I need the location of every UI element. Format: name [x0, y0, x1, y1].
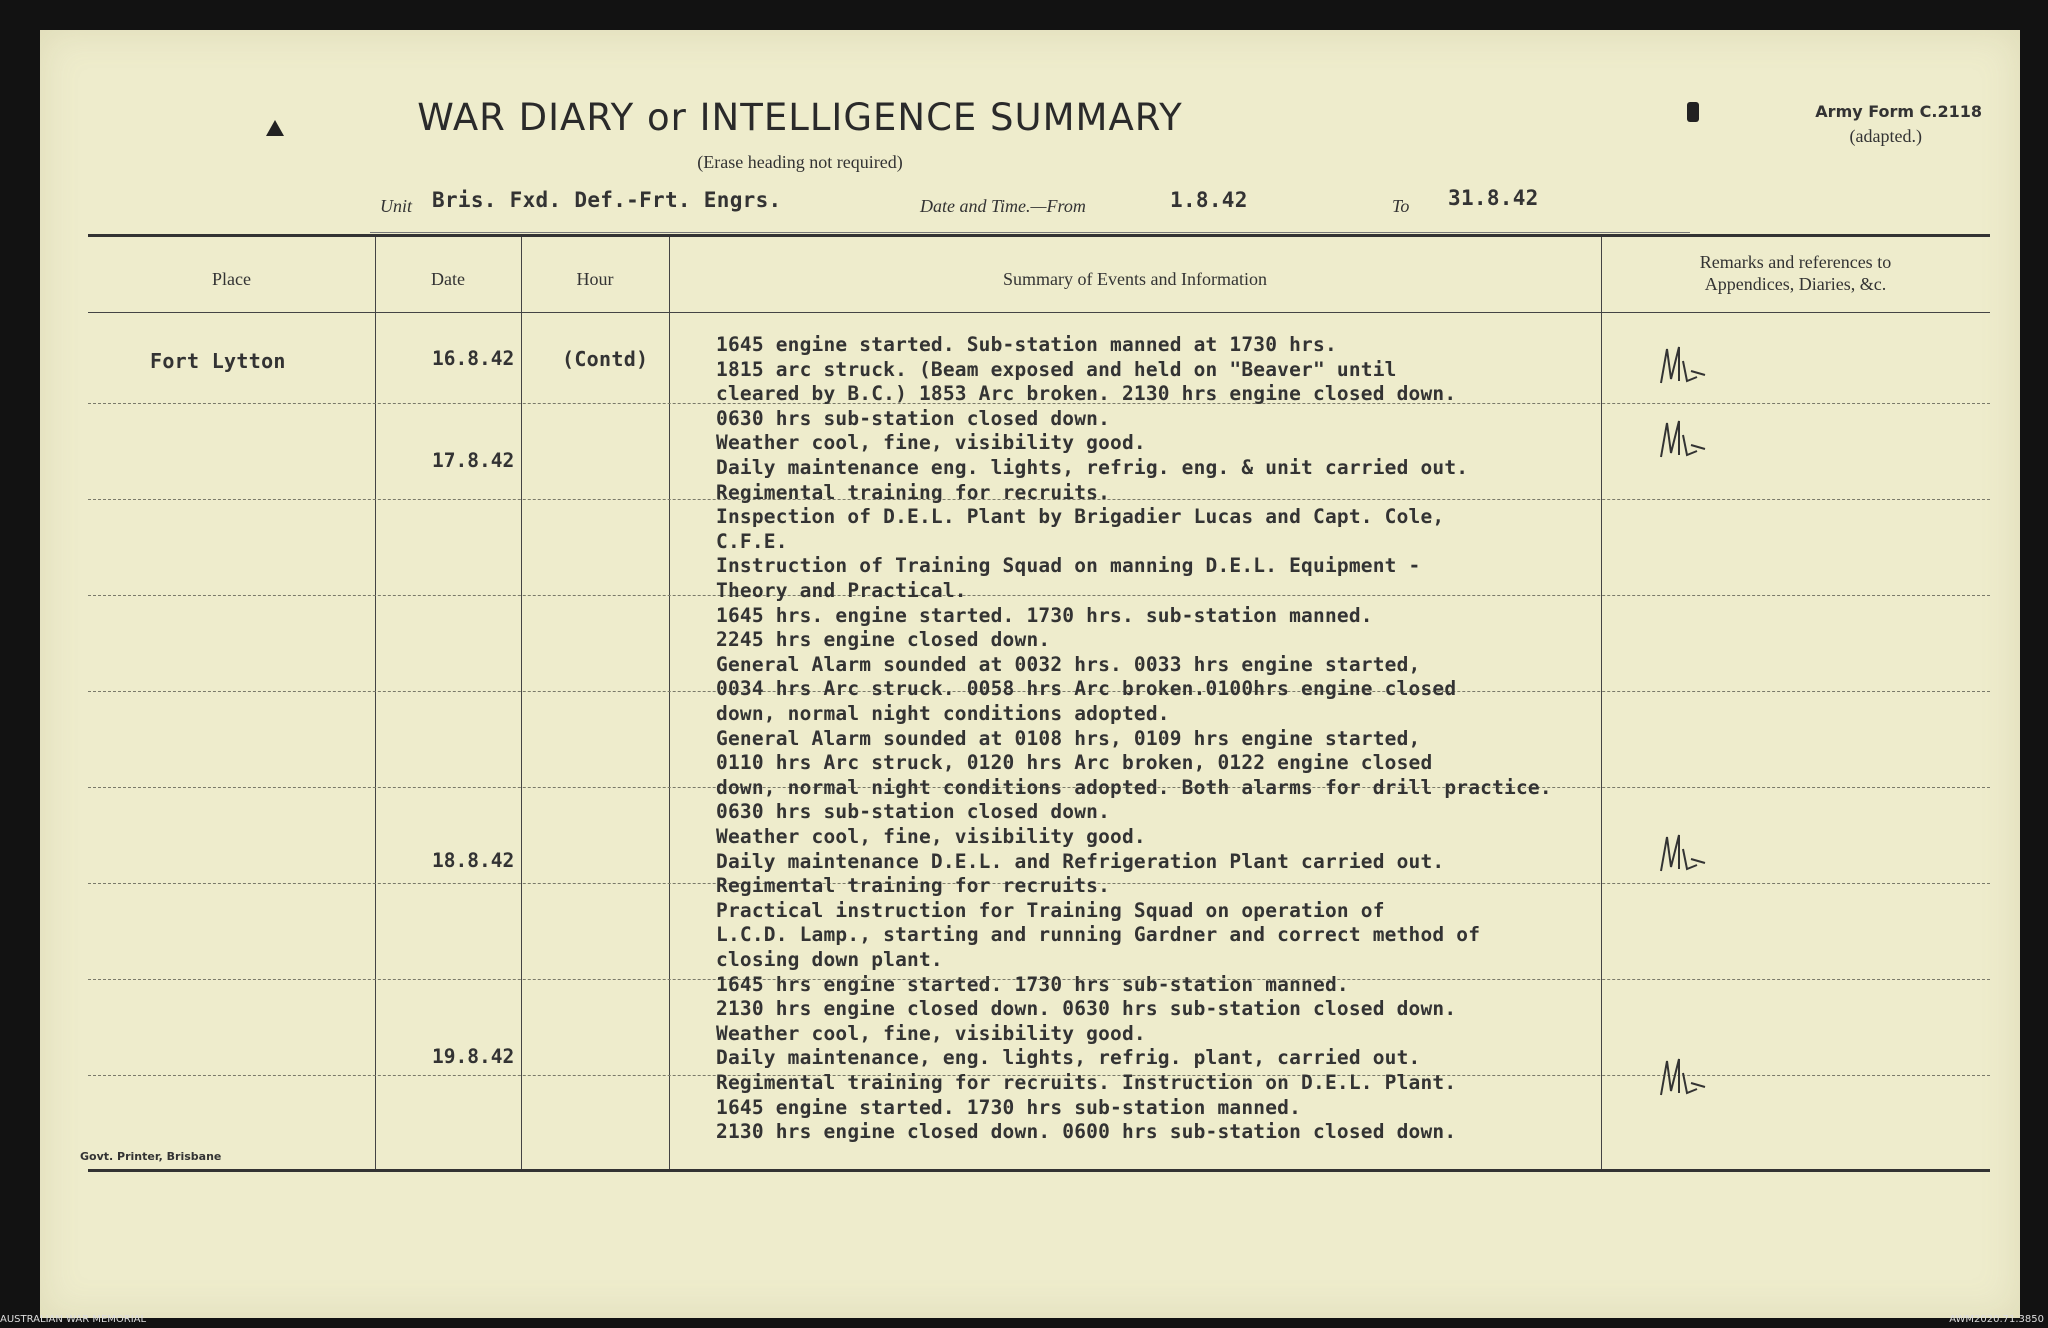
column-divider: [669, 237, 670, 1169]
date-cell: 17.8.42: [432, 449, 515, 472]
summary-line: Weather cool, fine, visibility good.: [716, 431, 1146, 455]
summary-line: Inspection of D.E.L. Plant by Brigadier Lucas and Capt. Cole,: [716, 505, 1445, 529]
archive-credit: AUSTRALIAN WAR MEMORIAL: [0, 1314, 147, 1325]
document-sheet: [40, 30, 2020, 1318]
column-header-place: Place: [212, 269, 251, 289]
signature-initials: [1653, 1053, 1713, 1103]
date-cell: 16.8.42: [432, 347, 515, 370]
date-from-value: 1.8.42: [1170, 188, 1248, 212]
date-cell: 19.8.42: [432, 1045, 515, 1068]
summary-line: 2130 hrs engine closed down. 0600 hrs sub-station closed down.: [716, 1120, 1457, 1144]
unit-value: Bris. Fxd. Def.-Frt. Engrs.: [432, 188, 782, 212]
place-cell: Fort Lytton: [150, 349, 286, 373]
column-header-remarks: [1601, 251, 1990, 295]
summary-line: 1645 engine started. Sub-station manned at 1730 hrs.: [716, 333, 1337, 356]
summary-line: 1645 hrs engine started. 1730 hrs sub-station manned.: [716, 972, 1349, 996]
summary-line: 0110 hrs Arc struck, 0120 hrs Arc broken, 0122 engine closed: [716, 751, 1433, 775]
diary-table: [88, 234, 1990, 1172]
header-rule: [88, 312, 1990, 313]
column-header-date: Date: [431, 269, 465, 289]
archive-reference: AWM2020.71.3850: [1949, 1314, 2044, 1325]
summary-line: Theory and Practical.: [716, 579, 967, 602]
summary-line: Weather cool, fine, visibility good.: [716, 825, 1146, 848]
header-underline: [370, 232, 1690, 233]
column-header-summary: Summary of Events and Information: [1003, 269, 1267, 289]
summary-line: Daily maintenance, eng. lights, refrig. plant, carried out.: [716, 1046, 1421, 1070]
summary-line: Instruction of Training Squad on manning D.E.L. Equipment -: [716, 554, 1421, 578]
column-header-hour: Hour: [576, 269, 614, 289]
remarks-header-line-1: Remarks and references to: [1699, 252, 1892, 272]
to-label: To: [1392, 196, 1410, 216]
column-divider: [375, 237, 376, 1169]
summary-line: 2130 hrs engine closed down. 0630 hrs sub-station closed down.: [716, 997, 1457, 1021]
summary-line: 0630 hrs sub-station closed down.: [716, 406, 1111, 430]
punch-hole-right: [1687, 102, 1699, 122]
summary-line: General Alarm sounded at 0032 hrs. 0033 hrs engine started,: [716, 652, 1421, 676]
army-form-number: Army Form C.2118: [1815, 102, 1982, 121]
summary-line: C.F.E.: [716, 529, 788, 553]
unit-label: Unit: [380, 196, 413, 216]
punch-hole-left: [266, 120, 284, 136]
hour-cell: (Contd): [562, 347, 649, 371]
form-subtitle: (Erase heading not required): [697, 152, 903, 172]
summary-line: General Alarm sounded at 0108 hrs, 0109 hrs engine started,: [716, 726, 1421, 750]
summary-line: cleared by B.C.) 1853 Arc broken. 2130 hrs engine closed down.: [716, 382, 1457, 406]
army-form-note: (adapted.): [1849, 126, 1922, 146]
summary-line: Regimental training for recruits.: [716, 480, 1111, 504]
form-title: WAR DIARY or INTELLIGENCE SUMMARY: [417, 96, 1183, 139]
summary-line: 1645 hrs. engine started. 1730 hrs. sub-station manned.: [716, 603, 1373, 627]
summary-line: Regimental training for recruits. Instruction on D.E.L. Plant.: [716, 1071, 1457, 1094]
summary-line: Weather cool, fine, visibility good.: [716, 1021, 1146, 1045]
printer-note: Govt. Printer, Brisbane: [80, 1150, 222, 1163]
summary-line: 1815 arc struck. (Beam exposed and held on "Beaver" until: [716, 357, 1397, 381]
summary-line: Practical instruction for Training Squad on operation of: [716, 898, 1385, 922]
date-to-value: 31.8.42: [1448, 186, 1539, 210]
summary-line: Daily maintenance eng. lights, refrig. eng. & unit carried out.: [716, 456, 1469, 479]
signature-initials: [1653, 341, 1713, 391]
summary-line: down, normal night conditions adopted. Both alarms for drill practice.: [716, 775, 1552, 799]
date-time-label: Date and Time.—From: [920, 196, 1086, 216]
column-divider: [521, 237, 522, 1169]
summary-line: 2245 hrs engine closed down.: [716, 628, 1051, 652]
date-cell: 18.8.42: [432, 849, 515, 872]
summary-line: 0034 hrs Arc struck. 0058 hrs Arc broken.0100hrs engine closed: [716, 677, 1457, 701]
remarks-header-line-2: Appendices, Diaries, &c.: [1704, 274, 1887, 294]
summary-line: 0630 hrs sub-station closed down.: [716, 800, 1111, 824]
summary-line: closing down plant.: [716, 948, 943, 971]
signature-initials: [1653, 829, 1713, 879]
summary-line: down, normal night conditions adopted.: [716, 702, 1170, 725]
summary-line: L.C.D. Lamp., starting and running Gardner and correct method of: [716, 923, 1481, 947]
summary-line: 1645 engine started. 1730 hrs sub-station manned.: [716, 1095, 1302, 1119]
signature-initials: [1653, 415, 1713, 465]
summary-line: Regimental training for recruits.: [716, 874, 1111, 898]
summary-line: Daily maintenance D.E.L. and Refrigeration Plant carried out.: [716, 849, 1445, 873]
